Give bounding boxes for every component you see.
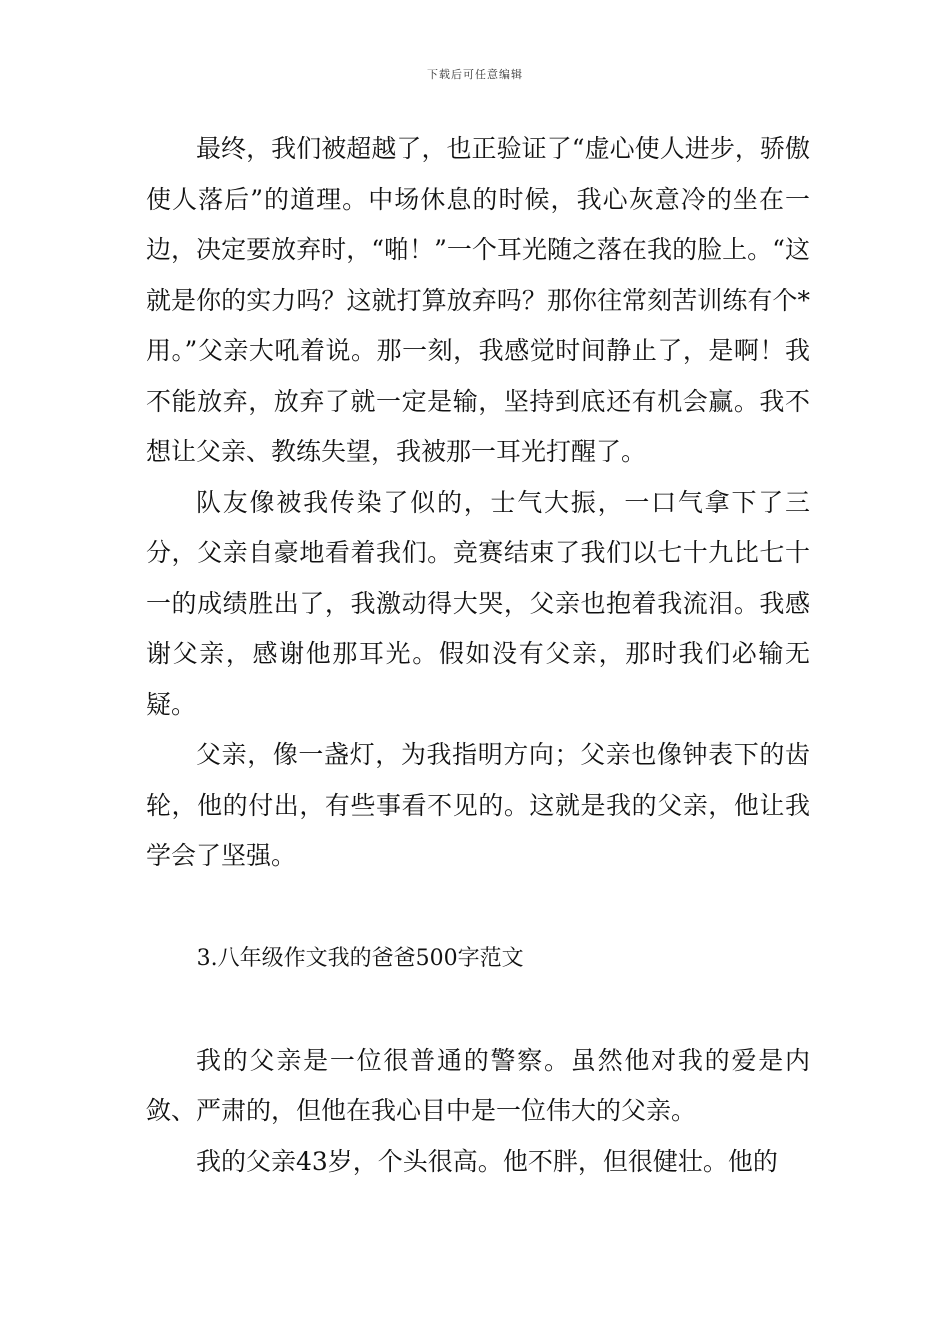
page-header-note: 下载后可任意编辑 [427,68,523,81]
spacer [146,882,810,934]
paragraph-3: 父亲，像一盏灯，为我指明方向；父亲也像钟表下的齿轮，他的付出，有些事看不见的。这就是我的父亲，他让我学会了坚强。 [146,740,810,870]
paragraph-1: 最终，我们被超越了，也正验证了“虚心使人进步，骄傲使人落后”的道理。中场休息的时候，我心灰意冷的坐在一边，决定要放弃时，“啪！”一个耳光随之落在我的脸上。“这就是你的实力吗？这就打算放弃吗？那你往常刻苦训练有个*用。”父亲大吼着说。那一刻，我感觉时间静止了，是啊！我不能放弃，放弃了就一定是输，坚持到底还有机会赢。我不想让父亲、教练失望，我被那一耳光打醒了。 [146,134,810,466]
section-paragraph-1: 我的父亲是一位很普通的警察。虽然他对我的爱是内敛、严肃的，但他在我心目中是一位伟大的父亲。 [146,1045,810,1125]
document-body [146,124,810,1187]
section-title: 3.八年级作文我的爸爸500字范文 [196,945,524,971]
section-paragraph-2: 我的父亲43岁，个头很高。他不胖，但很健壮。他的 [196,1146,778,1176]
spacer [146,984,810,1036]
paragraph-2: 队友像被我传染了似的，士气大振，一口气拿下了三分，父亲自豪地看着我们。竞赛结束了我们以七十九比七十一的成绩胜出了，我激动得大哭，父亲也抱着我流泪。我感谢父亲，感谢他那耳光。假如没有父亲，那时我们必输无疑。 [146,487,810,719]
